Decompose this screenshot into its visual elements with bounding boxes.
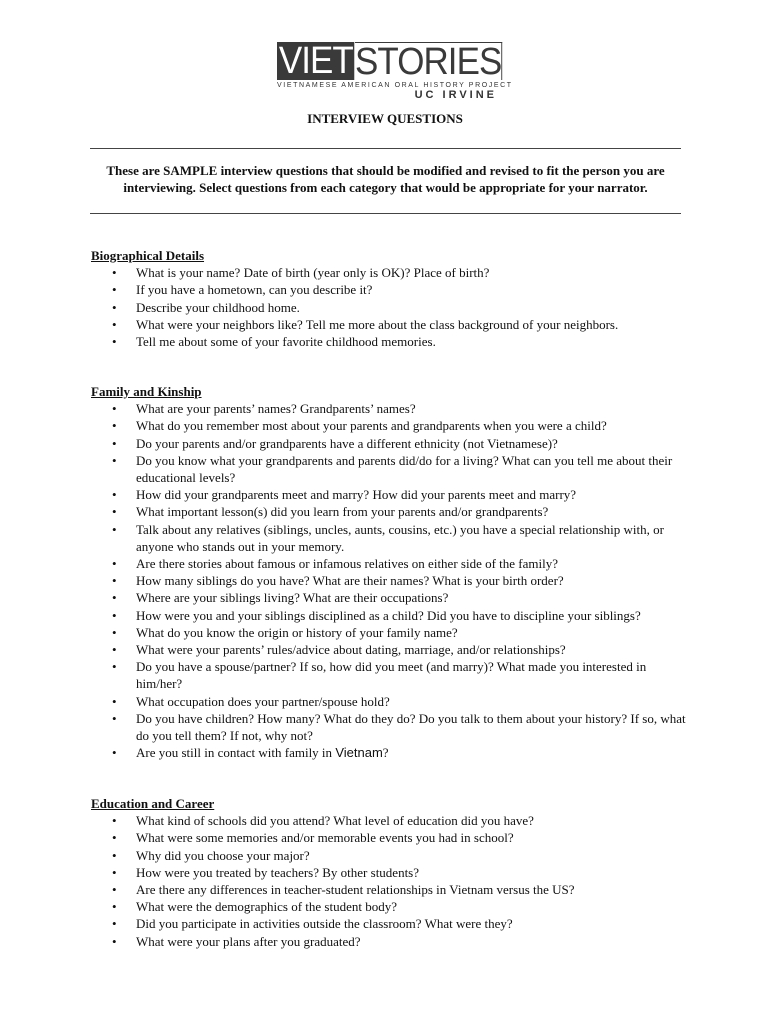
question-item: [91, 898, 691, 915]
bullet-icon: •: [112, 299, 117, 315]
bullet-icon: •: [112, 864, 117, 880]
question-text: Do you have children? How many? What do they do? Do you talk to them about your history? If so, what do you tell them? If not, why not?: [136, 710, 686, 744]
question-text: What occupation does your partner/spouse hold?: [136, 693, 390, 709]
question-item: [91, 281, 691, 298]
bullet-icon: •: [112, 401, 117, 417]
question-list: [91, 812, 691, 950]
bullet-icon: •: [112, 452, 117, 468]
logo-university: UC IRVINE: [414, 89, 497, 101]
bullet-icon: •: [112, 899, 117, 915]
bullet-icon: •: [112, 265, 117, 281]
bullet-icon: •: [112, 556, 117, 572]
question-text: Do your parents and/or grandparents have a different ethnicity (not Vietnamese)?: [136, 435, 558, 451]
question-item: [91, 452, 691, 486]
question-item: [91, 693, 691, 710]
question-text-country: Vietnam: [335, 745, 383, 761]
question-item: [91, 812, 691, 829]
question-text: Do you know what your grandparents and parents did/do for a living? What can you tell me about their educational levels?: [136, 452, 673, 486]
question-text: What important lesson(s) did you learn from your parents and/or grandparents?: [136, 504, 549, 520]
divider-bottom: [90, 213, 681, 214]
question-text: How did your grandparents meet and marry? How did your parents meet and marry?: [136, 487, 577, 503]
bullet-icon: •: [112, 745, 117, 761]
bullet-icon: •: [112, 813, 117, 829]
question-text: Talk about any relatives (siblings, uncles, aunts, cousins, etc.) you have a special relationship with, or anyone who stands out in your memory.: [136, 521, 664, 554]
question-text: Why did you choose your major?: [136, 847, 310, 863]
question-item: [91, 333, 691, 350]
question-text-suffix: ?: [382, 745, 389, 761]
section-education-and-career: [91, 795, 691, 950]
bullet-icon: •: [112, 693, 117, 709]
bullet-icon: •: [112, 847, 117, 863]
question-text: Are there any differences in teacher-student relationships in Vietnam versus the US?: [136, 882, 575, 898]
section-heading: Education and Career: [91, 796, 215, 811]
logo-wordmark: [277, 40, 502, 83]
question-item: [91, 521, 691, 555]
question-item: [91, 316, 691, 333]
question-text: Describe your childhood home.: [136, 299, 300, 315]
question-item: [91, 486, 691, 503]
question-item: [91, 624, 691, 641]
bullet-icon: •: [112, 418, 117, 434]
question-text: How were you treated by teachers? By other students?: [136, 864, 420, 880]
question-item: [91, 915, 691, 932]
bullet-icon: •: [112, 435, 117, 451]
logo-subtitle: VIETNAMESE AMERICAN ORAL HISTORY PROJECT: [277, 82, 513, 89]
question-list: [91, 264, 691, 350]
question-item: [91, 299, 691, 316]
section-heading: Biographical Details: [91, 248, 205, 263]
question-item: [91, 503, 691, 520]
section-heading: Family and Kinship: [91, 384, 202, 399]
question-item: [91, 658, 691, 692]
question-item: [91, 400, 691, 417]
question-text: Tell me about some of your favorite childhood memories.: [136, 334, 436, 350]
question-item: [91, 264, 691, 281]
bullet-icon: •: [112, 882, 117, 898]
bullet-icon: •: [112, 334, 117, 350]
question-list: [91, 400, 691, 761]
question-text: What were the demographics of the student body?: [136, 899, 397, 915]
question-text: Did you participate in activities outside the classroom? What were they?: [136, 916, 513, 932]
bullet-icon: •: [112, 916, 117, 932]
bullet-icon: •: [112, 607, 117, 623]
logo-viet-text: VIET: [278, 40, 353, 82]
question-item: [91, 744, 691, 761]
question-text: What were your plans after you graduated?: [136, 933, 361, 949]
question-text: What kind of schools did you attend? What level of education did you have?: [136, 813, 534, 829]
question-text: Are there stories about famous or infamous relatives on either side of the family?: [136, 556, 559, 572]
bullet-icon: •: [112, 487, 117, 503]
logo-stories-text: STORIES: [355, 40, 502, 83]
bullet-icon: •: [112, 590, 117, 606]
bullet-icon: •: [112, 504, 117, 520]
bullet-icon: •: [112, 282, 117, 298]
question-item: [91, 641, 691, 658]
question-item: [91, 572, 691, 589]
question-text: Do you have a spouse/partner? If so, how did you meet (and marry)? What made you interested in him/her?: [136, 659, 647, 692]
bullet-icon: •: [112, 659, 117, 675]
question-item: [91, 417, 691, 434]
question-text: What are your parents’ names? Grandparents’ names?: [136, 401, 416, 417]
question-text: What do you know the origin or history of your family name?: [136, 624, 458, 640]
bullet-icon: •: [112, 933, 117, 949]
section-biographical-details: [91, 247, 691, 350]
question-text: Where are your siblings living? What are their occupations?: [136, 590, 449, 606]
page-title: INTERVIEW QUESTIONS: [307, 111, 463, 126]
bullet-icon: •: [112, 624, 117, 640]
question-text-prefix: Are you still in contact with family in: [136, 745, 336, 761]
question-item: [91, 933, 691, 950]
bullet-icon: •: [112, 642, 117, 658]
question-item: [91, 607, 691, 624]
question-text: What were your neighbors like? Tell me more about the class background of your neighbors.: [136, 316, 619, 332]
question-text: How many siblings do you have? What are their names? What is your birth order?: [136, 573, 564, 589]
question-text: What do you remember most about your parents and grandparents when you were a child?: [136, 418, 607, 434]
intro-paragraph: These are SAMPLE interview questions that should be modified and revised to fit the person you are interviewing. Select questions from each category that would be appropriate for your narrator.: [106, 163, 665, 195]
bullet-icon: •: [112, 830, 117, 846]
question-text: What were your parents’ rules/advice about dating, marriage, and/or relationships?: [136, 642, 566, 658]
question-item: [91, 864, 691, 881]
question-text: What were some memories and/or memorable events you had in school?: [136, 830, 514, 846]
question-text: What is your name? Date of birth (year only is OK)? Place of birth?: [136, 265, 490, 281]
question-item: [91, 847, 691, 864]
question-text: If you have a hometown, can you describe it?: [136, 282, 373, 298]
question-item: [91, 555, 691, 572]
bullet-icon: •: [112, 710, 117, 726]
question-item: [91, 829, 691, 846]
question-item: [91, 589, 691, 606]
section-family-and-kinship: [91, 383, 691, 761]
bullet-icon: •: [112, 521, 117, 537]
divider-top: [90, 148, 681, 149]
bullet-icon: •: [112, 573, 117, 589]
question-item: [91, 881, 691, 898]
question-text: How were you and your siblings disciplined as a child? Did you have to discipline your siblings?: [136, 607, 641, 623]
vietstories-logo: [277, 40, 513, 101]
question-item: [91, 710, 691, 744]
question-item: [91, 435, 691, 452]
bullet-icon: •: [112, 316, 117, 332]
